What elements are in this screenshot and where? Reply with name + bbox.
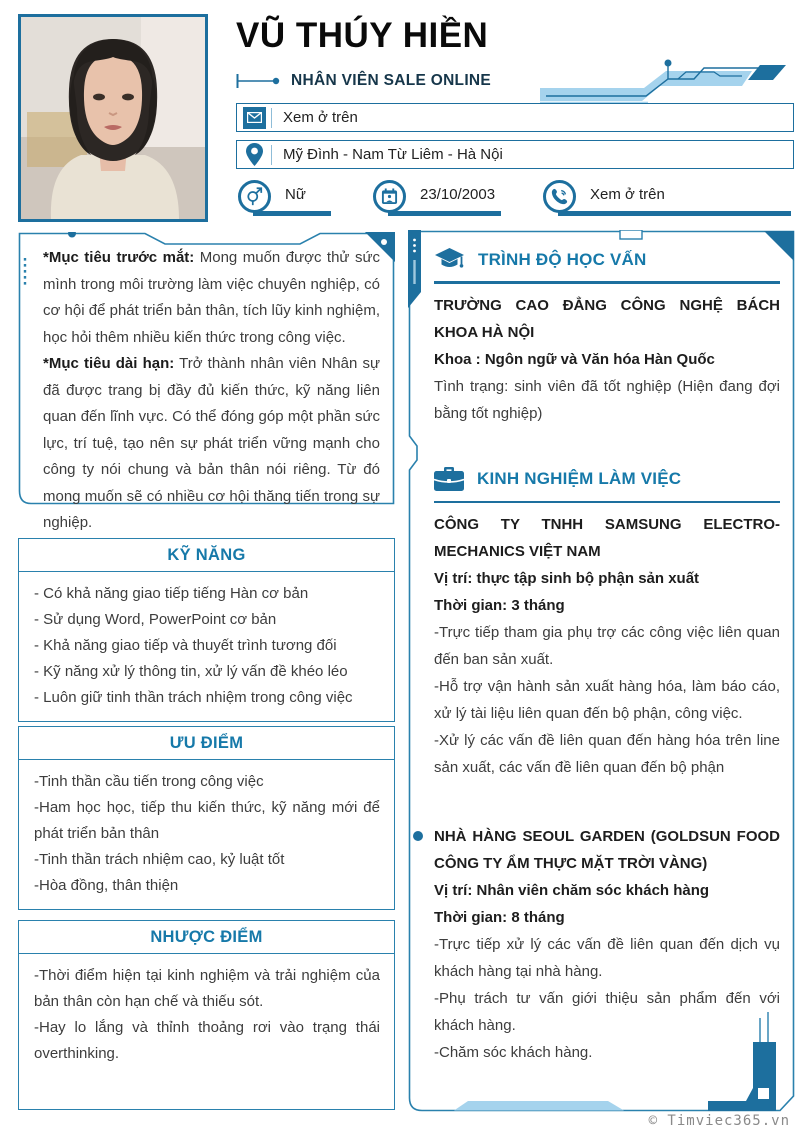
birthday-value: 23/10/2003 [420,186,496,203]
job-detail: -Xử lý các vấn đề liên quan đến hàng hóa trên line sản xuất, các vấn đề liên quan đến bộ phận [434,732,780,777]
job-detail: -Chăm sóc khách hàng. [434,1044,593,1062]
objective-long-label: *Mục tiêu dài hạn: [43,355,175,372]
email-value: Xem ở trên [283,109,358,126]
skill-item: - Kỹ năng xử lý thông tin, xử lý vấn đề khéo léo [34,663,348,680]
education-status: Tình trạng: sinh viên đã tốt nghiệp (Hiện đang đợi bằng tốt nghiệp) [434,377,780,422]
strength-item: -Hòa đồng, thân thiện [34,877,179,894]
right-panel [408,230,795,1112]
strength-item: -Tinh thần trách nhiệm cao, kỷ luật tốt [34,851,285,868]
skill-item: - Khả năng giao tiếp và thuyết trình tương đối [34,637,337,654]
job-company: CÔNG TY TNHH SAMSUNG ELECTRO-MECHANICS VIỆT NAM [434,516,780,561]
contact-phone-group [543,180,793,218]
job-company: NHÀ HÀNG SEOUL GARDEN (GOLDSUN FOOD CÔNG TY ẨM THỰC MẶT TRỜI VÀNG) [434,828,780,873]
job-title: NHÂN VIÊN SALE ONLINE [291,72,492,89]
graduation-cap-icon [434,247,465,271]
experience-header [434,463,780,495]
spacer [434,781,780,823]
job-position: Vị trí: Nhân viên chăm sóc khách hàng [434,882,710,900]
education-title: TRÌNH ĐỘ HỌC VẤN [478,249,647,269]
weaknesses-title: NHƯỢC ĐIỂM [19,921,394,954]
job-duration: Thời gian: 8 tháng [434,909,565,927]
objective-long-text: Trở thành nhân viên Nhân sự đã được trang bị đầy đủ kiến thức, kỹ năng liên quan đến lĩnh vực. Có thể đóng góp một phần sức lực, trí tuệ, tạo nên sự phát triển vững mạnh cho công ty nói chung và bản thân nói riêng. Từ đó mong muốn sẽ có nhiều cơ hội thăng tiến trong sự nghiệp. [43,355,381,531]
watermark: © Timviec365.vn [648,1113,790,1129]
strength-item: -Tinh thần cầu tiến trong công việc [34,773,264,790]
location-pin-icon [237,143,271,166]
job-position: Vị trí: thực tập sinh bộ phận sản xuất [434,570,700,588]
experience-entry-2 [434,823,780,1066]
divider [271,108,272,128]
phone-icon [543,180,576,213]
underline-bar [388,211,501,216]
education-entry [434,292,780,427]
strengths-title: ƯU ĐIỂM [19,727,394,760]
job-duration: Thời gian: 3 tháng [434,597,565,615]
right-panel-content [434,243,780,1066]
weakness-item: -Thời điểm hiện tại kinh nghiệm và trải nghiệm của bản thân còn hạn chế và thiếu sót. [34,967,380,1010]
calendar-icon [373,180,406,213]
gender-icon [238,180,271,213]
skills-section [18,538,395,722]
strengths-section [18,726,395,910]
address-value: Mỹ Đình - Nam Từ Liêm - Hà Nội [283,146,503,163]
objective-short-text: Mong muốn được thử sức mình trong môi trường làm việc chuyên nghiệp, có cơ hội để phát triển bản thân, tích lũy kinh nghiệm, học hỏi thêm nhiều kiến thức trong công việc. [43,249,380,346]
spacer [434,427,780,463]
weaknesses-list [19,954,394,1077]
experience-title: KINH NGHIỆM LÀM VIỆC [477,469,682,489]
education-header [434,243,780,275]
profile-photo-illustration [21,17,205,219]
weakness-item: -Hay lo lắng và thỉnh thoảng rơi vào trạng thái overthinking. [34,1019,380,1062]
gender-value: Nữ [285,186,306,203]
circuit-decoration [528,56,794,104]
strength-item: -Ham học học, tiếp thu kiến thức, kỹ năng mới để phát triển bản thân [34,799,380,842]
skill-item: - Luôn giữ tinh thần trách nhiệm trong công việc [34,689,353,706]
job-detail: -Trực tiếp xử lý các vấn đề liên quan đến dịch vụ khách hàng tại nhà hàng. [434,936,780,981]
education-faculty: Khoa : Ngôn ngữ và Văn hóa Hàn Quốc [434,350,715,368]
skills-title: KỸ NĂNG [19,539,394,572]
contact-gender-group [238,180,348,218]
job-detail: -Phụ trách tư vấn giới thiệu sản phẩm đến với khách hàng. [434,990,780,1035]
envelope-icon [237,107,271,129]
briefcase-icon [434,467,464,491]
section-rule [434,281,780,284]
strengths-list [19,760,394,909]
objective-short-label: *Mục tiêu trước mắt: [43,249,195,266]
contact-email-row [236,103,794,132]
candidate-name: VŨ THÚY HIỀN [236,16,489,55]
job-detail: -Trực tiếp tham gia phụ trợ các công việc liên quan đến ban sản xuất. [434,624,780,669]
objective-section [18,232,395,531]
section-rule [434,501,780,504]
contact-birthday-group [373,180,523,218]
underline-bar [253,211,331,216]
divider [271,145,272,165]
experience-entry-1 [434,511,780,781]
job-title-row [236,72,491,90]
skill-item: - Sử dụng Word, PowerPoint cơ bản [34,611,277,628]
job-detail: -Hỗ trợ vận hành sản xuất hàng hóa, làm báo cáo, xử lý tài liệu liên quan đến bộ phận, công việc. [434,678,780,723]
skill-item: - Có khả năng giao tiếp tiếng Hàn cơ bản [34,585,309,602]
contact-address-row [236,140,794,169]
objective-text [43,245,380,537]
education-school: TRƯỜNG CAO ĐẲNG CÔNG NGHỆ BÁCH KHOA HÀ NỘI [434,296,780,341]
weaknesses-section [18,920,395,1110]
title-line-decoration [236,73,282,89]
phone-value: Xem ở trên [590,186,665,203]
skills-list [19,572,394,721]
underline-bar [558,211,791,216]
profile-photo [18,14,208,222]
